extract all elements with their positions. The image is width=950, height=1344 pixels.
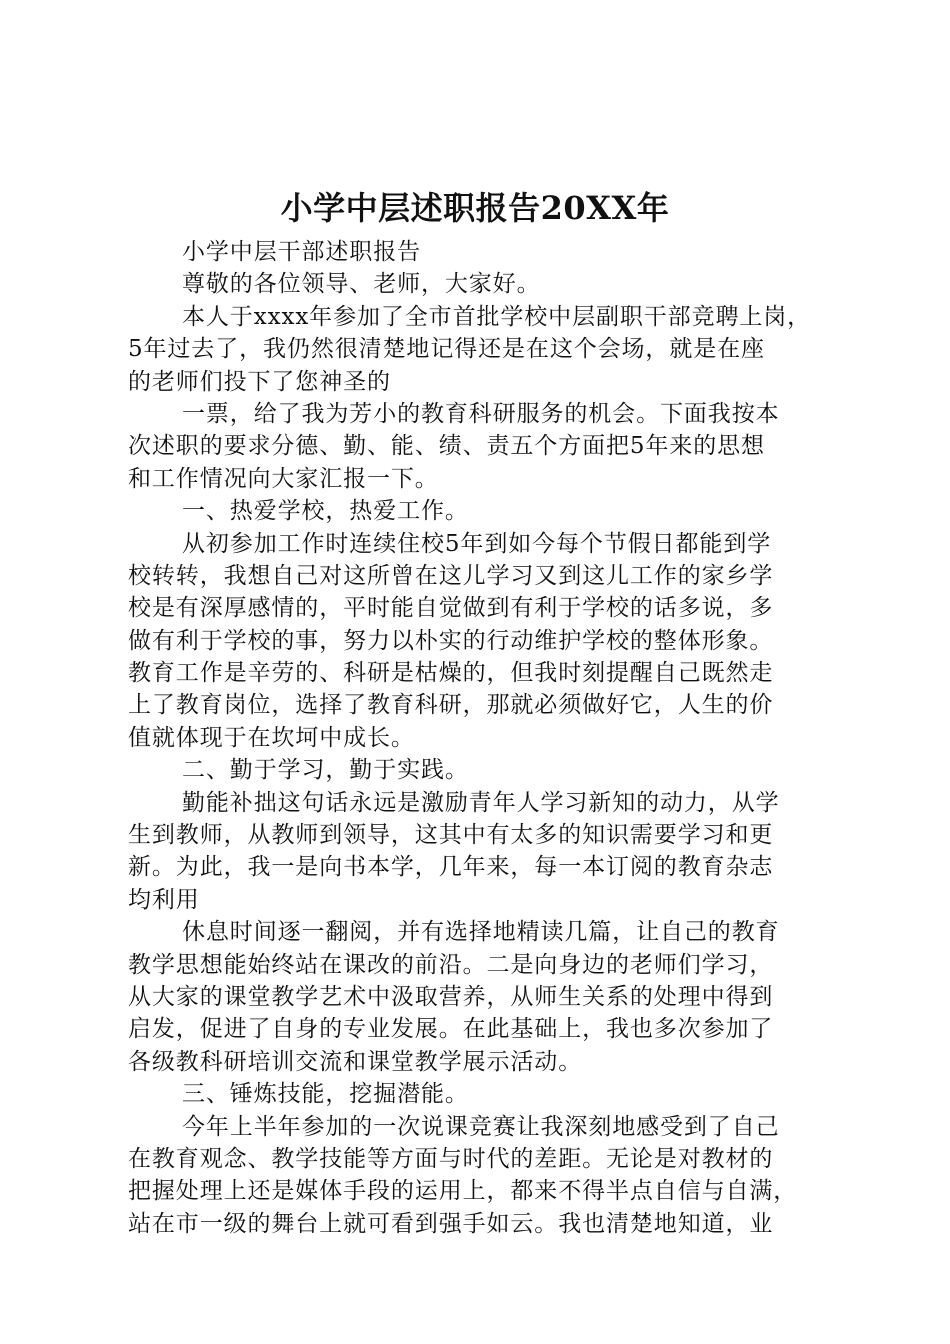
paragraph-line: 新。为此，我一是向书本学，几年来，每一本订阅的教育杂志 [128,854,774,881]
paragraph-line: 从初参加工作时连续住校5年到如今每个节假日都能到学 [182,530,772,557]
document-title: 小学中层述职报告20XX年 [280,189,670,227]
paragraph-line: 尊敬的各位领导、老师，大家好。 [182,271,541,298]
paragraph-line: 上了教育岗位，选择了教育科研，那就必须做好它，人生的价 [128,692,774,719]
paragraph-line: 教学思想能始终站在课改的前沿。二是向身边的老师们学习， [128,951,774,978]
paragraph-line: 把握处理上还是媒体手段的运用上，都来不得半点自信与自满， [128,1178,798,1205]
paragraph-line: 校是有深厚感情的，平时能自觉做到有利于学校的话多说，多 [128,595,774,622]
paragraph-line: 一票，给了我为芳小的教育科研服务的机会。下面我按本 [182,400,780,427]
document-body [128,236,828,1240]
paragraph-line: 休息时间逐一翻阅，并有选择地精读几篇，让自己的教育 [182,919,780,946]
paragraph-line: 小学中层干部述职报告 [182,239,421,265]
paragraph-line: 教育工作是辛劳的、科研是枯燥的，但我时刻提醒自己既然走 [128,660,774,687]
paragraph-line: 勤能补拙这句话永远是激励青年人学习新知的动力，从学 [182,789,780,816]
paragraph-line: 启发，促进了自身的专业发展。在此基础上，我也多次参加了 [128,1016,774,1043]
paragraph-line: 次述职的要求分德、勤、能、绩、责五个方面把5年来的思想 [128,433,765,460]
paragraph-line: 校转转，我想自己对这所曾在这儿学习又到这儿工作的家乡学 [128,562,774,589]
paragraph-line: 本人于xxxx年参加了全市首批学校中层副职干部竞聘上岗， [182,303,812,330]
paragraph-line: 各级教科研培训交流和课堂教学展示活动。 [128,1048,583,1075]
paragraph-line: 站在市一级的舞台上就可看到强手如云。我也清楚地知道，业 [128,1210,774,1237]
paragraph-line: 值就体现于在坎坷中成长。 [128,724,415,751]
section-heading: 二、勤于学习，勤于实践。 [182,757,469,784]
paragraph-line: 今年上半年参加的一次说课竞赛让我深刻地感受到了自己 [182,1113,780,1140]
paragraph-line: 5年过去了，我仍然很清楚地记得还是在这个会场，就是在座 [128,336,765,363]
section-heading: 三、锤炼技能，挖掘潜能。 [182,1081,469,1108]
paragraph-line: 和工作情况向大家汇报一下。 [128,465,439,492]
paragraph-line: 生到教师，从教师到领导，这其中有太多的知识需要学习和更 [128,822,774,849]
paragraph-line: 的老师们投下了您神圣的 [128,368,391,395]
section-heading: 一、热爱学校，热爱工作。 [182,498,469,525]
paragraph-line: 在教育观念、教学技能等方面与时代的差距。无论是对教材的 [128,1145,774,1172]
paragraph-line: 从大家的课堂教学艺术中汲取营养，从师生关系的处理中得到 [128,983,774,1010]
paragraph-line: 做有利于学校的事，努力以朴实的行动维护学校的整体形象。 [128,627,774,654]
paragraph-line: 均利用 [128,886,200,913]
